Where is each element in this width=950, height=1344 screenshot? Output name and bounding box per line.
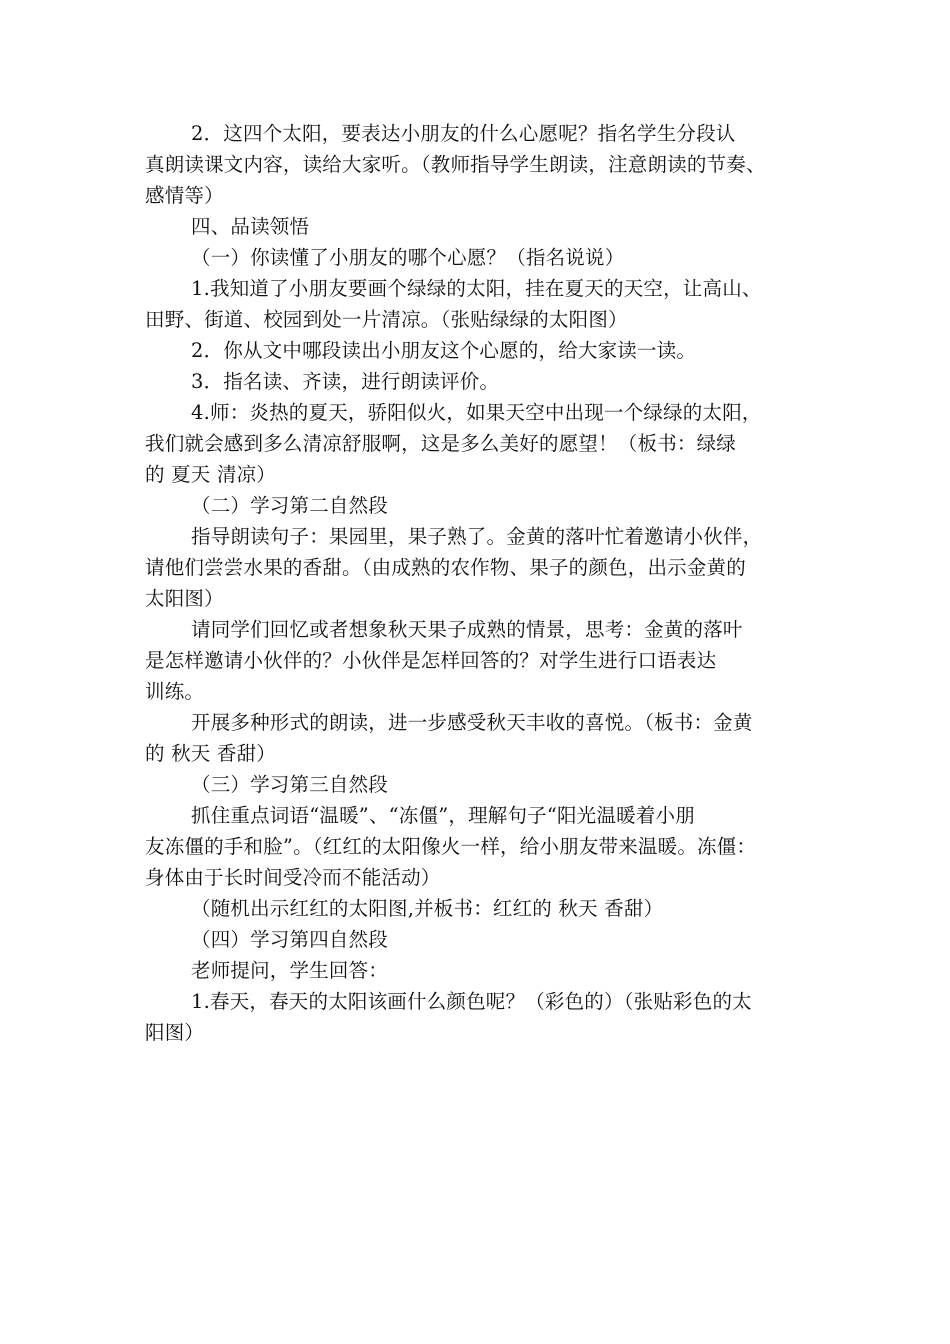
text-line: 四、品读领悟 <box>191 215 310 238</box>
text-line: （四）学习第四自然段 <box>191 928 389 951</box>
text-line: 阳图） <box>145 1021 205 1044</box>
text-line: 4.师：炎热的夏天，骄阳似火，如果天空中出现一个绿绿的太阳， <box>191 401 762 424</box>
document-body <box>145 118 813 1048</box>
text-line: 3．指名读、齐读，进行朗读评价。 <box>191 370 500 393</box>
text-line: 老师提问，学生回答： <box>191 959 389 982</box>
text-line: 友冻僵的手和脸”。（红红的太阳像火一样，给小朋友带来温暖。冻僵： <box>145 835 757 858</box>
text-line: （一）你读懂了小朋友的哪个心愿？（指名说说） <box>191 246 625 269</box>
text-line: 真朗读课文内容，读给大家听。（教师指导学生朗读，注意朗读的节奏、 <box>145 153 766 176</box>
text-line: 1.春天，春天的太阳该画什么颜色呢？（彩色的）（张贴彩色的太 <box>191 990 752 1013</box>
text-line: 的 秋天 香甜） <box>145 742 276 765</box>
text-line: 训练。 <box>145 680 205 703</box>
text-line: （随机出示红红的太阳图,并板书：红红的 秋天 香甜） <box>191 897 664 920</box>
text-line: 我们就会感到多么清凉舒服啊，这是多么美好的愿望！（板书：绿绿 <box>145 432 737 455</box>
text-line: 田野、街道、校园到处一片清凉。（张贴绿绿的太阳图） <box>145 308 628 331</box>
text-line: 身体由于长时间受冷而不能活动） <box>145 866 441 889</box>
text-line: 太阳图） <box>145 587 224 610</box>
text-line: 指导朗读句子：果园里，果子熟了。金黄的落叶忙着邀请小伙伴， <box>191 525 763 548</box>
text-line: 2．你从文中哪段读出小朋友这个心愿的，给大家读一读。 <box>191 339 697 362</box>
text-line: 2．这四个太阳，要表达小朋友的什么心愿呢？指名学生分段认 <box>191 122 736 145</box>
text-line: 1.我知道了小朋友要画个绿绿的太阳，挂在夏天的天空，让高山、 <box>191 277 762 300</box>
text-line: 开展多种形式的朗读，进一步感受秋天丰收的喜悦。（板书：金黄 <box>191 711 753 734</box>
text-line: 抓住重点词语“温暖”、“冻僵”，理解句子“阳光温暖着小朋 <box>191 804 695 827</box>
text-line: （三）学习第三自然段 <box>191 773 389 796</box>
text-line: 是怎样邀请小伙伴的？小伙伴是怎样回答的？对学生进行口语表达 <box>145 649 717 672</box>
text-line: 请他们尝尝水果的香甜。（由成熟的农作物、果子的颜色，出示金黄的 <box>145 556 746 579</box>
text-line: 感情等） <box>145 184 224 207</box>
text-line: 请同学们回忆或者想象秋天果子成熟的情景，思考：金黄的落叶 <box>191 618 743 641</box>
text-line: （二）学习第二自然段 <box>191 494 389 517</box>
text-line: 的 夏天 清凉） <box>145 463 276 486</box>
